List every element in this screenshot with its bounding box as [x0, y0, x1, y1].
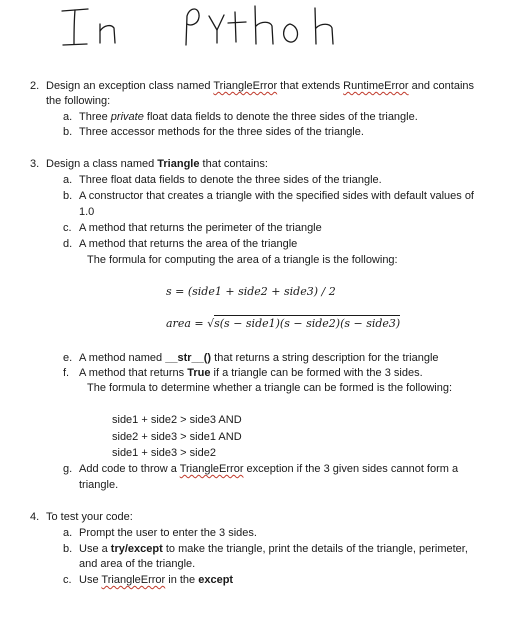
triangle-condition-3: side1 + side3 > side2 [112, 447, 216, 459]
q3-item-b: b. A constructor that creates a triangle with the specified sides with default values of [63, 190, 474, 202]
q4-item-c: c. Use TriangleError in the except [63, 574, 234, 586]
q3-item-d-note: The formula for computing the area of a triangle is the following: [87, 254, 398, 266]
q3-item-g: g. Add code to throw a TriangleError exception if the 3 given sides cannot form a [63, 463, 459, 475]
q4-item-b: b. Use a try/except to make the triangle, print the details of the triangle, perimeter, [63, 543, 468, 555]
q3-item-b-cont: 1.0 [79, 206, 95, 218]
q3-item-g-cont: triangle. [79, 479, 119, 491]
q3-number: 3. [30, 158, 40, 170]
triangle-error-class-name: TriangleError [179, 463, 244, 475]
q3-item-c: c. A method that returns the perimeter of the triangle [63, 222, 322, 234]
q4-item-a: a. Prompt the user to enter the 3 sides. [63, 527, 257, 539]
triangle-condition-2: side2 + side3 > side1 AND [112, 431, 242, 443]
q3-item-a: a. Three float data fields to denote the three sides of the triangle. [63, 174, 382, 186]
q3-item-d: d. A method that returns the area of the triangle [63, 238, 298, 250]
q4-number: 4. [30, 511, 40, 523]
handwritten-title [56, 0, 346, 52]
q3-item-f-note: The formula to determine whether a triangle can be formed is the following: [87, 382, 453, 394]
triangle-condition-1: side1 + side2 > side3 AND [112, 414, 242, 426]
q3-item-e: e. A method named __str__() that returns a string description for the triangle [63, 352, 439, 364]
triangle-error-class-name: TriangleError [101, 574, 166, 586]
q3-line-1: 3. Design a class named Triangle that contains: [30, 158, 268, 170]
q2-item-a: a. Three private float data fields to denote the three sides of the triangle. [63, 111, 418, 123]
q3-item-f: f. A method that returns True if a triangle can be formed with the 3 sides. [63, 367, 423, 379]
triangle-error-class-name: TriangleError [213, 80, 278, 92]
q2-line-1: 2. Design an exception class named TriangleError that extends RuntimeError and contains [30, 80, 475, 92]
q2-line-2: the following: [46, 95, 111, 107]
runtime-error-class-name: RuntimeError [343, 80, 409, 92]
semi-perimeter-formula: s = (side1 + side2 + side3) / 2 [166, 285, 336, 298]
q2-number: 2. [30, 80, 40, 92]
q4-item-b-cont: and area of the triangle. [79, 558, 196, 570]
q4-line-1: 4. To test your code: [30, 511, 133, 523]
area-formula: area = √s(s − side1)(s − side2)(s − side3) [166, 317, 401, 330]
q2-item-b: b. Three accessor methods for the three sides of the triangle. [63, 126, 364, 138]
